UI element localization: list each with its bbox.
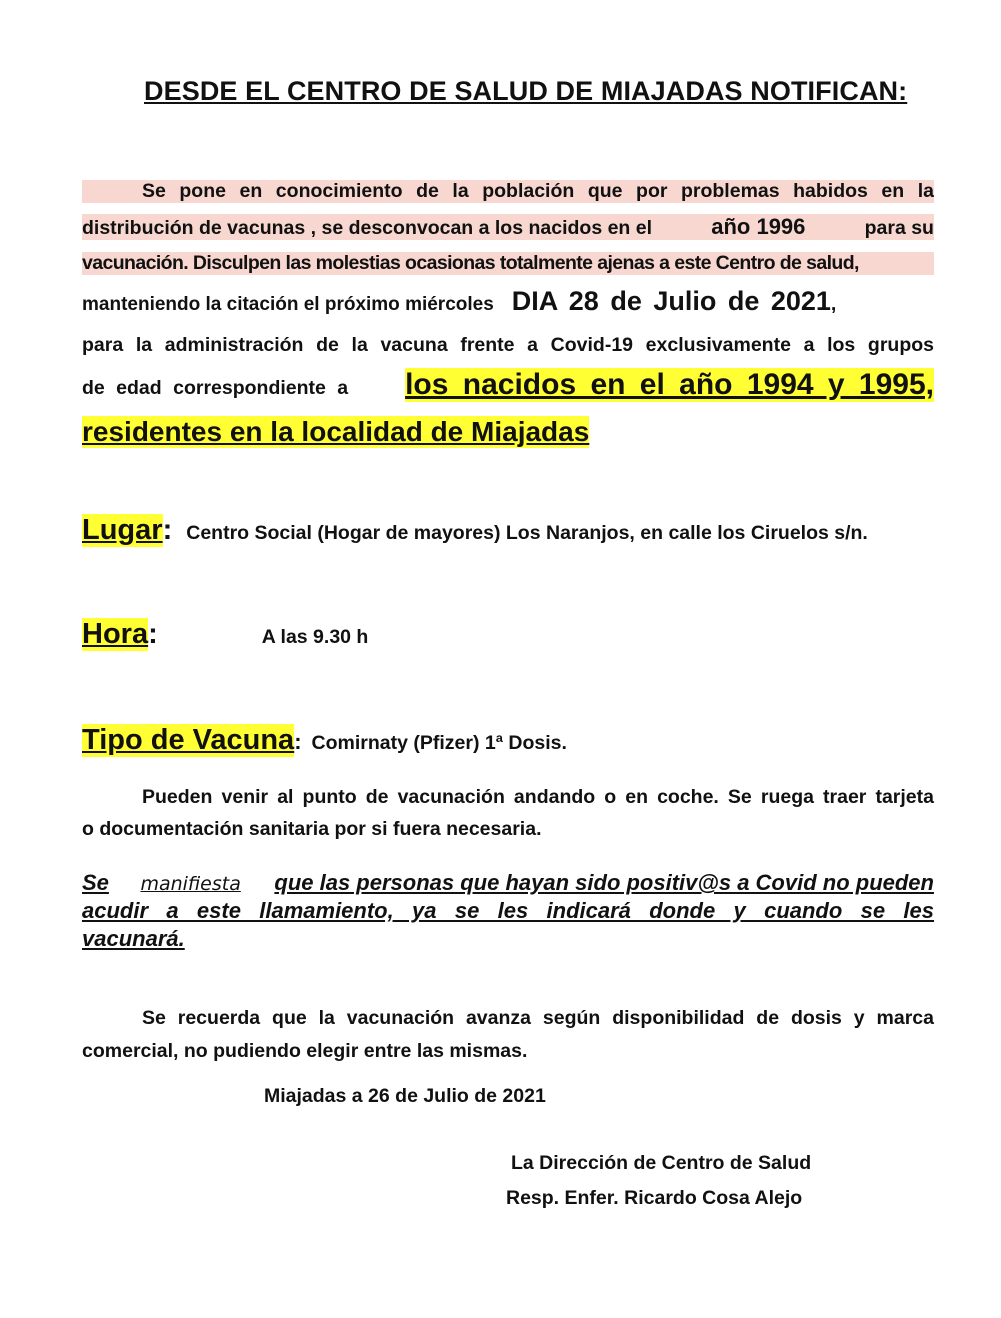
paragraph-line: Se pone en conocimiento de la población que por problemas habidos en la — [82, 180, 934, 203]
note-line: acudir a este llamamiento, ya se les indicará donde y cuando se les — [82, 898, 934, 923]
text-span: Se — [82, 870, 109, 895]
year-1996: año 1996 — [711, 214, 806, 239]
hora-value: A las 9.30 h — [261, 626, 369, 648]
text-span: que las personas que hayan sido positiv@s a Covid no pueden — [274, 870, 934, 895]
signature-line: La Dirección de Centro de Salud — [511, 1152, 812, 1174]
paragraph-line: Se recuerda que la vacunación avanza según disponibilidad de dosis y marca — [142, 1007, 934, 1029]
paragraph-line — [82, 286, 934, 317]
colon: : — [148, 618, 158, 650]
note-line: vacunará. — [82, 926, 185, 951]
colon: : — [294, 729, 302, 754]
lugar-row — [82, 514, 868, 547]
paragraph-line: para la administración de la vacuna frente a Covid-19 exclusivamente a los grupos — [82, 334, 934, 356]
tipo-label: Tipo de Vacuna — [82, 724, 295, 756]
lugar-value: Centro Social (Hogar de mayores) Los Naranjos, en calle los Ciruelos s/n. — [186, 522, 868, 544]
text-span: para su — [864, 217, 934, 239]
date-highlight: DIA 28 de Julio de 2021 — [511, 286, 831, 316]
paragraph-line: Pueden venir al punto de vacunación andando o en coche. Se ruega traer tarjeta — [142, 786, 934, 808]
colon: : — [162, 514, 173, 546]
birth-years-highlight: los nacidos en el año 1994 y 1995, — [405, 368, 934, 401]
text-span: , — [830, 293, 837, 315]
paragraph-line: vacunación. Disculpen las molestias ocasionas totalmente ajenas a este Centro de salud, — [82, 252, 934, 275]
text-span: de edad correspondiente a — [82, 377, 349, 399]
text-span: manifiesta — [140, 873, 241, 895]
document-date: Miajadas a 26 de Julio de 2021 — [264, 1085, 546, 1107]
tipo-row — [82, 724, 567, 757]
signature-line: Resp. Enfer. Ricardo Cosa Alejo — [506, 1187, 803, 1209]
text-span: manteniendo la citación el próximo miércoles — [82, 294, 494, 315]
tipo-value: Comirnaty (Pfizer) 1ª Dosis. — [311, 732, 567, 754]
note-line — [82, 870, 934, 896]
locality-highlight: residentes en la localidad de Miajadas — [82, 416, 590, 447]
paragraph-line: o documentación sanitaria por si fuera necesaria. — [82, 818, 542, 840]
text-span: distribución de vacunas , se desconvocan a los nacidos en el — [82, 217, 653, 239]
paragraph-line — [82, 368, 934, 402]
page-title: DESDE EL CENTRO DE SALUD DE MIAJADAS NOTIFICAN: — [144, 76, 908, 106]
paragraph-line — [82, 214, 934, 240]
lugar-label: Lugar — [82, 514, 163, 546]
hora-row — [82, 618, 368, 651]
paragraph-line: comercial, no pudiendo elegir entre las mismas. — [82, 1040, 528, 1062]
hora-label: Hora — [82, 618, 149, 650]
